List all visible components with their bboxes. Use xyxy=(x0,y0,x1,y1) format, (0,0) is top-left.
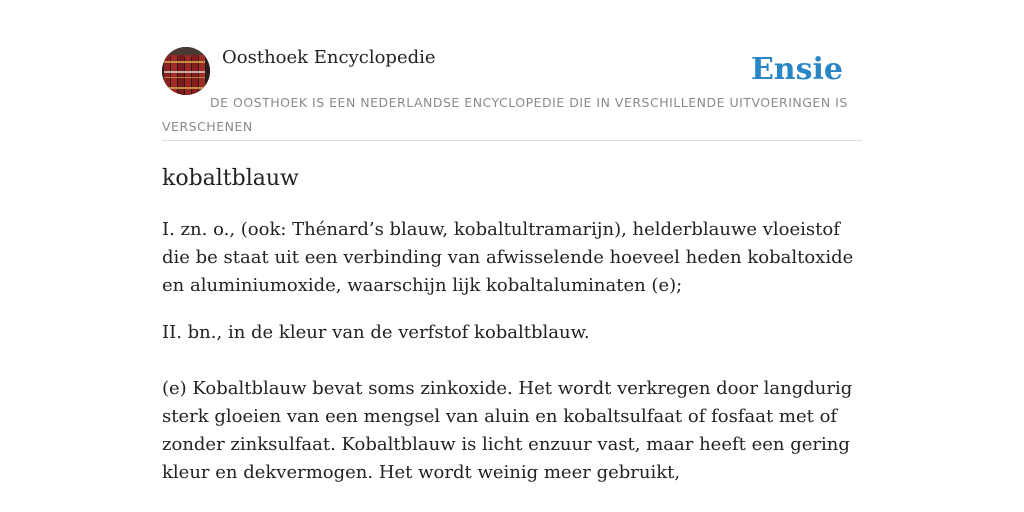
site-title[interactable]: Oosthoek Encyclopedie xyxy=(222,47,436,68)
definition-paragraph-1: I. zn. o., (ook: Thénard’s blauw, kobaltultramarijn), helderblauwe vloeistof die be staat uit een verbinding van afwisselende hoeveel heden kobaltoxide en aluminiumoxide, waarschijn lijk kobaltaluminaten (e); xyxy=(162,219,854,296)
ensie-logo[interactable]: Ensie xyxy=(750,52,843,87)
entry-title: kobaltblauw xyxy=(162,166,299,191)
site-subtitle: DE OOSTHOEK IS EEN NEDERLANDSE ENCYCLOPEDIE DIE IN VERSCHILLENDE UITVOERINGEN IS VERSCHENEN xyxy=(162,95,848,134)
definition-paragraph-2: II. bn., in de kleur van de verfstof kobaltblauw. xyxy=(162,322,590,343)
site-header xyxy=(162,46,862,141)
encyclopedia-books-icon[interactable] xyxy=(162,47,210,95)
definition-paragraph-3: (e) Kobaltblauw bevat soms zinkoxide. Het wordt verkregen door langdurig sterk gloeien van een mengsel van aluin en kobaltsulfaat of fosfaat met of zonder zinksulfaat. Kobaltblauw is licht enzuur vast, maar heeft een gering kleur en dekvermogen. Het wordt weinig meer gebruikt, xyxy=(162,378,853,483)
